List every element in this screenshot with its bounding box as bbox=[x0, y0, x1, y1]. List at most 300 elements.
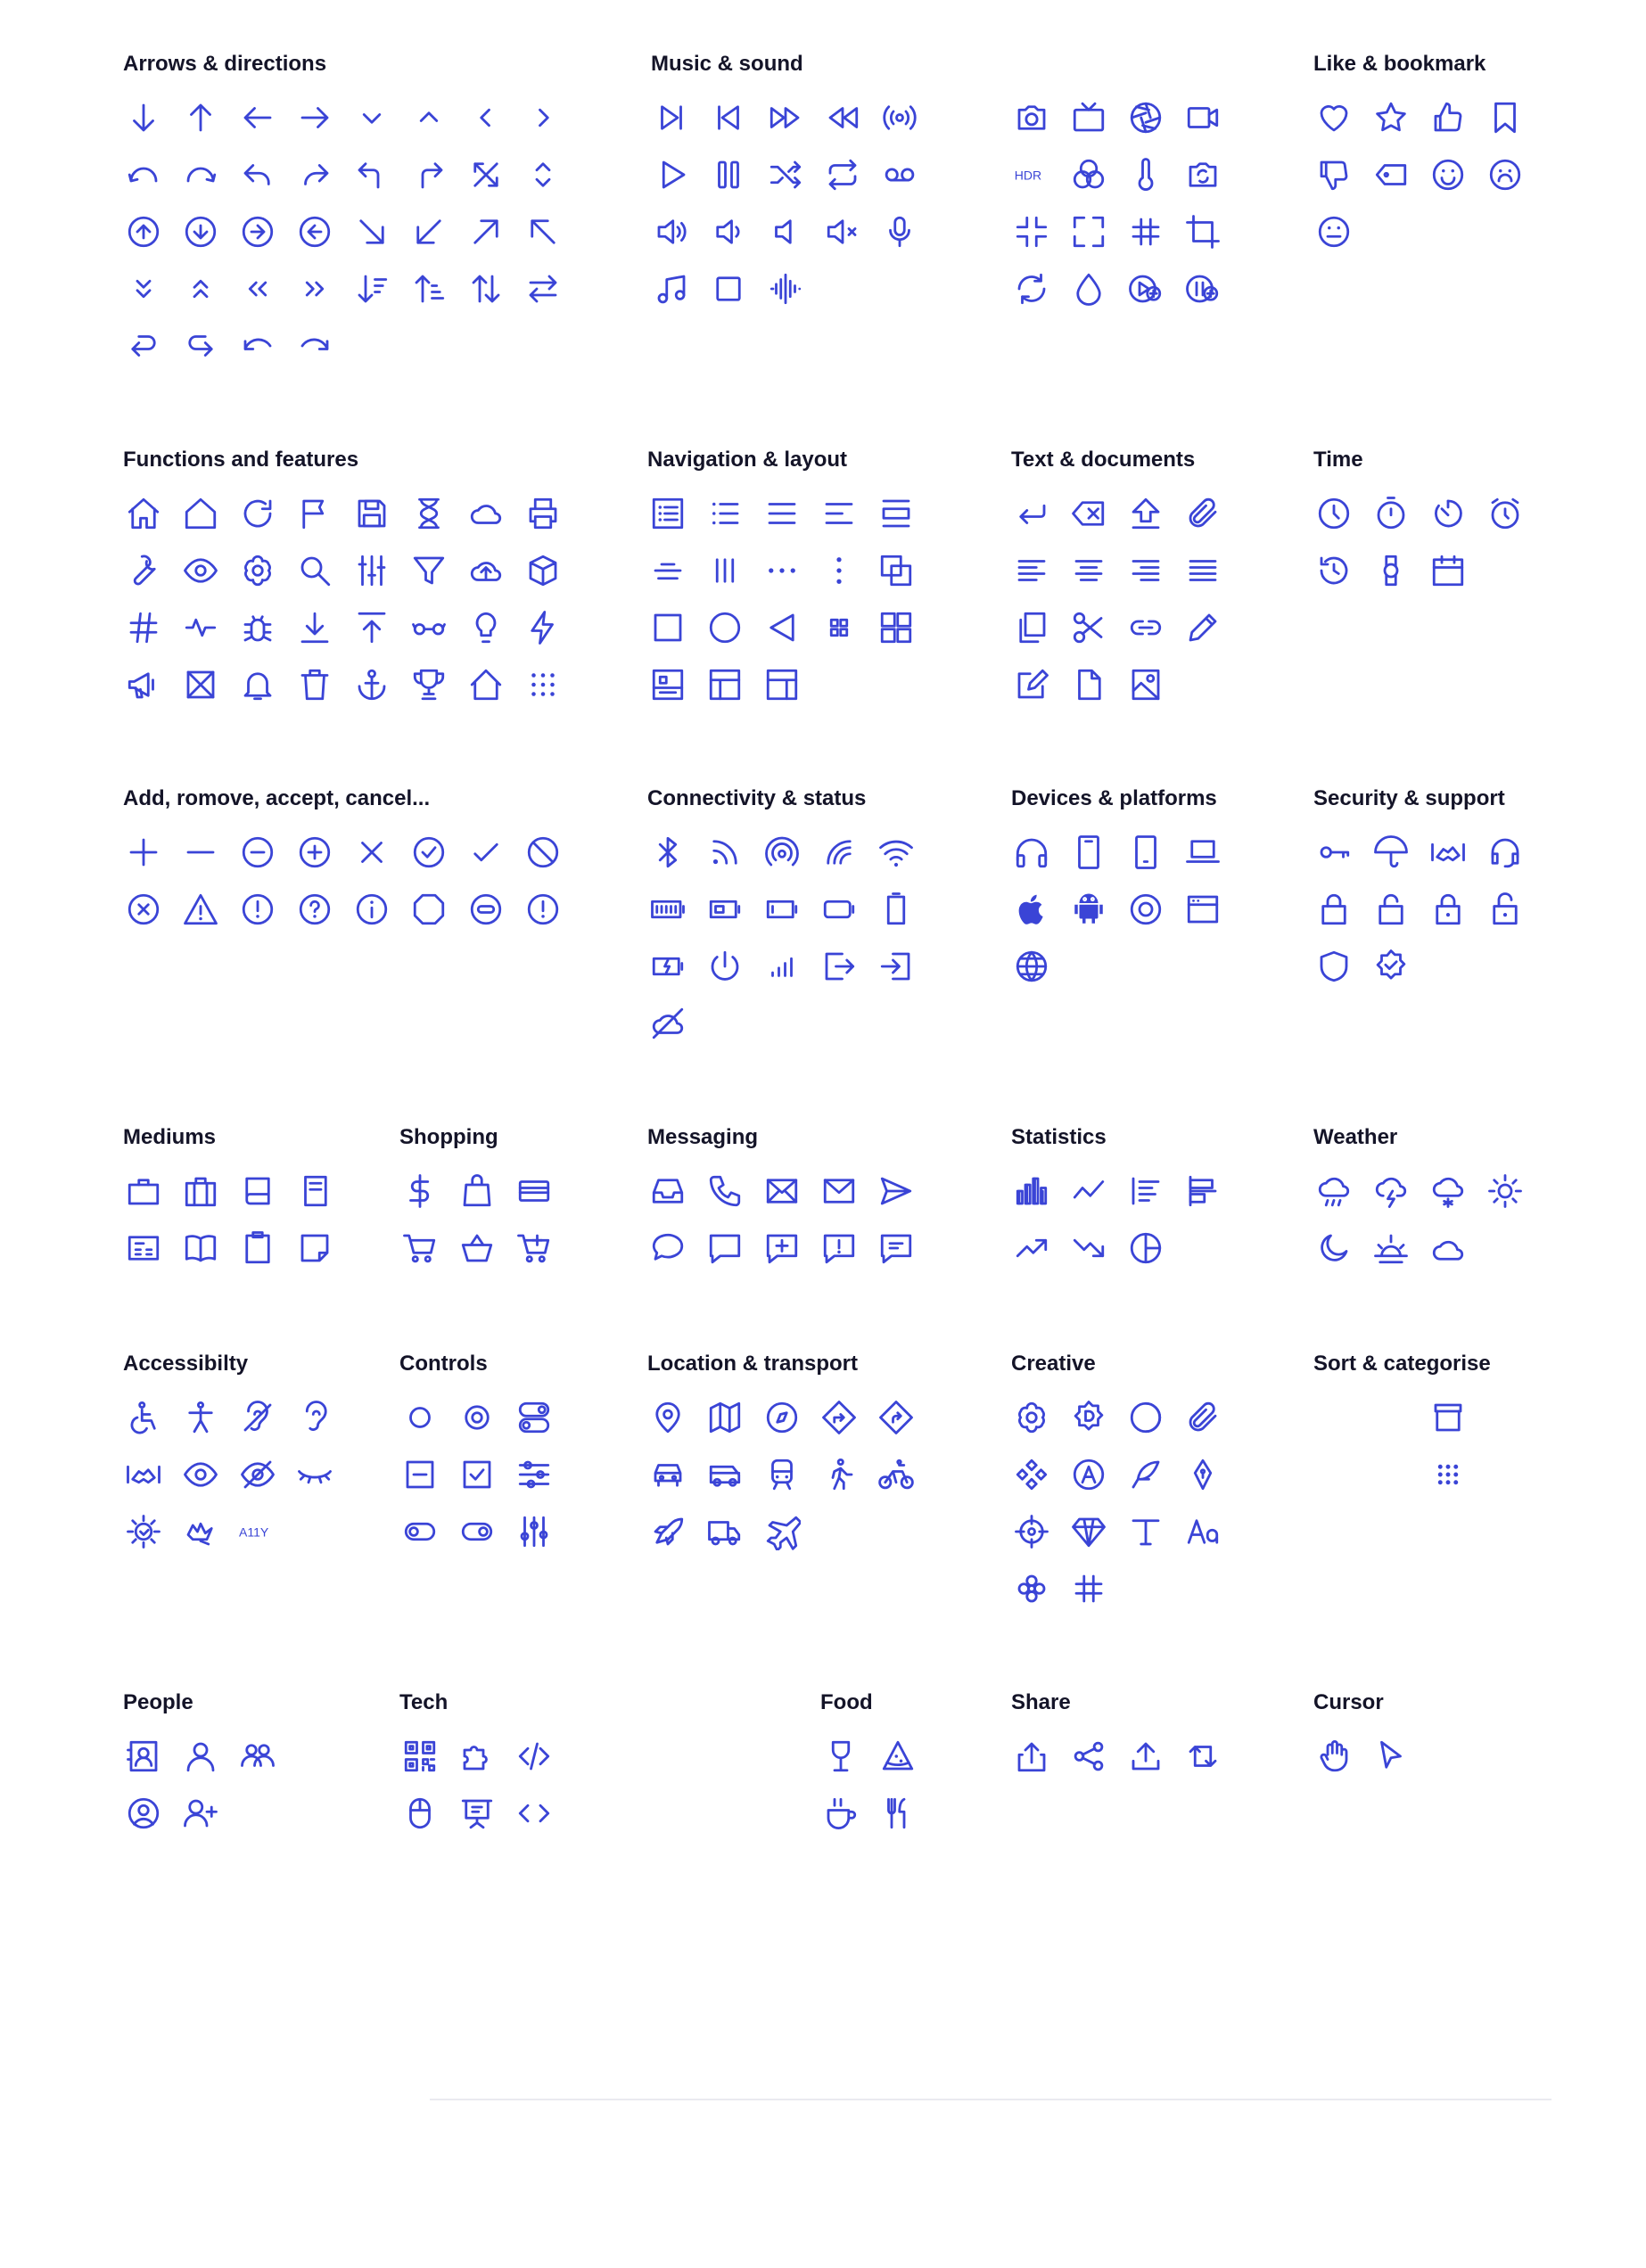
redo-curve-icon[interactable] bbox=[180, 146, 237, 203]
person-icon[interactable] bbox=[180, 1389, 237, 1446]
crosshair-icon[interactable] bbox=[1011, 1503, 1068, 1560]
pizza-slice-icon[interactable] bbox=[877, 1728, 934, 1785]
volume-mute-icon[interactable] bbox=[822, 203, 879, 260]
compass-icon[interactable] bbox=[761, 1389, 819, 1446]
dollar-icon[interactable] bbox=[399, 1163, 457, 1220]
code-angles-icon[interactable] bbox=[514, 1785, 571, 1842]
skip-forward-icon[interactable] bbox=[651, 89, 708, 146]
heart-icon[interactable] bbox=[1313, 89, 1370, 146]
save-icon[interactable] bbox=[351, 485, 408, 542]
microphone-icon[interactable] bbox=[879, 203, 936, 260]
handshake-alt-icon[interactable] bbox=[123, 1446, 180, 1503]
house-outline-icon[interactable] bbox=[465, 656, 523, 713]
rocket-icon[interactable] bbox=[647, 1503, 704, 1560]
hand-grab-icon[interactable] bbox=[1313, 1728, 1370, 1785]
voicemail-icon[interactable] bbox=[879, 146, 936, 203]
timer-icon[interactable] bbox=[1428, 485, 1485, 542]
inbox-icon[interactable] bbox=[647, 1163, 704, 1220]
delete-tag-icon[interactable] bbox=[1068, 485, 1125, 542]
eye-lashes-icon[interactable] bbox=[294, 1446, 351, 1503]
help-circle-icon[interactable] bbox=[294, 881, 351, 938]
anchor-icon[interactable] bbox=[351, 656, 408, 713]
cart-icon[interactable] bbox=[399, 1220, 457, 1277]
volume-low-icon[interactable] bbox=[765, 203, 822, 260]
columns-icon[interactable] bbox=[704, 542, 761, 599]
triangle-left-icon[interactable] bbox=[761, 599, 819, 656]
reply-icon[interactable] bbox=[237, 146, 294, 203]
power-icon[interactable] bbox=[704, 938, 761, 995]
trophy-icon[interactable] bbox=[408, 656, 465, 713]
align-right-icon[interactable] bbox=[1125, 542, 1182, 599]
puzzle-icon[interactable] bbox=[457, 1728, 514, 1785]
sort-descending-icon[interactable] bbox=[351, 260, 408, 317]
lock-dot-icon[interactable] bbox=[1428, 881, 1485, 938]
scissors-icon[interactable] bbox=[1068, 599, 1125, 656]
hdr-icon[interactable] bbox=[1011, 146, 1068, 203]
comment-add-icon[interactable] bbox=[761, 1220, 819, 1277]
train-icon[interactable] bbox=[761, 1446, 819, 1503]
wheelchair-icon[interactable] bbox=[123, 1389, 180, 1446]
cloud-simple-icon[interactable] bbox=[1428, 1220, 1485, 1277]
sign-language-icon[interactable] bbox=[180, 1503, 237, 1560]
alert-circle-alt-icon[interactable] bbox=[523, 881, 580, 938]
square-icon[interactable] bbox=[647, 599, 704, 656]
shield-icon[interactable] bbox=[1313, 938, 1370, 995]
pointer-icon[interactable] bbox=[1370, 1728, 1428, 1785]
fast-forward-icon[interactable] bbox=[765, 89, 822, 146]
cutlery-icon[interactable] bbox=[877, 1785, 934, 1842]
broadcast-icon[interactable] bbox=[879, 89, 936, 146]
diamond-shapes-icon[interactable] bbox=[1011, 1446, 1068, 1503]
dot-grid-icon[interactable] bbox=[523, 656, 580, 713]
android-logo-icon[interactable] bbox=[1068, 881, 1125, 938]
grid-small-icon[interactable] bbox=[819, 599, 876, 656]
download-icon[interactable] bbox=[294, 599, 351, 656]
filter-icon[interactable] bbox=[408, 542, 465, 599]
waveform-icon[interactable] bbox=[765, 260, 822, 317]
color-filter-icon[interactable] bbox=[1068, 146, 1125, 203]
brightness-alt-icon[interactable] bbox=[123, 1503, 180, 1560]
letter-a-circle-icon[interactable] bbox=[1068, 1446, 1125, 1503]
newspaper-icon[interactable] bbox=[123, 1220, 180, 1277]
a11y-text-icon[interactable] bbox=[237, 1503, 294, 1560]
history-icon[interactable] bbox=[1313, 542, 1370, 599]
cross-arrows-icon[interactable] bbox=[465, 146, 523, 203]
browser-window-icon[interactable] bbox=[1182, 881, 1239, 938]
sliders-vertical-icon[interactable] bbox=[351, 542, 408, 599]
clipboard-icon[interactable] bbox=[237, 1220, 294, 1277]
check-icon[interactable] bbox=[465, 824, 523, 881]
pencil-icon[interactable] bbox=[1182, 599, 1239, 656]
radio-empty-icon[interactable] bbox=[399, 1389, 457, 1446]
star-icon[interactable] bbox=[1370, 89, 1428, 146]
wifi-icon[interactable] bbox=[876, 824, 933, 881]
suitcase-icon[interactable] bbox=[180, 1163, 237, 1220]
align-left-icon[interactable] bbox=[1011, 542, 1068, 599]
thumbs-up-icon[interactable] bbox=[1428, 89, 1485, 146]
layout-sidebar-icon[interactable] bbox=[704, 656, 761, 713]
cloud-icon[interactable] bbox=[465, 485, 523, 542]
shuffle-icon[interactable] bbox=[765, 146, 822, 203]
layout-rows-icon[interactable] bbox=[876, 485, 933, 542]
cloud-snow-icon[interactable] bbox=[1428, 1163, 1485, 1220]
warning-triangle-icon[interactable] bbox=[180, 881, 237, 938]
rss-icon[interactable] bbox=[704, 824, 761, 881]
equalizer-icon[interactable] bbox=[514, 1503, 571, 1560]
frown-icon[interactable] bbox=[1485, 146, 1542, 203]
moon-icon[interactable] bbox=[1313, 1220, 1370, 1277]
copy-square-icon[interactable] bbox=[876, 542, 933, 599]
skip-back-icon[interactable] bbox=[708, 89, 765, 146]
share-up-icon[interactable] bbox=[1011, 1728, 1068, 1785]
book-open-icon[interactable] bbox=[180, 1220, 237, 1277]
book-closed-icon[interactable] bbox=[237, 1163, 294, 1220]
bar-chart-icon[interactable] bbox=[1011, 1163, 1068, 1220]
book-tall-icon[interactable] bbox=[294, 1163, 351, 1220]
home-icon[interactable] bbox=[123, 485, 180, 542]
sun-icon[interactable] bbox=[1485, 1163, 1542, 1220]
stop-icon[interactable] bbox=[708, 260, 765, 317]
bicycle-icon[interactable] bbox=[876, 1446, 933, 1503]
dots-vertical-icon[interactable] bbox=[819, 542, 876, 599]
cloud-off-icon[interactable] bbox=[647, 995, 704, 1052]
trending-up-icon[interactable] bbox=[1011, 1220, 1068, 1277]
hearing-off-icon[interactable] bbox=[237, 1389, 294, 1446]
ear-icon[interactable] bbox=[294, 1389, 351, 1446]
battery-half-icon[interactable] bbox=[704, 881, 761, 938]
arrow-up-left-icon[interactable] bbox=[523, 203, 580, 260]
retweet-icon[interactable] bbox=[1182, 1728, 1239, 1785]
comment-text-icon[interactable] bbox=[876, 1220, 933, 1277]
lock-icon[interactable] bbox=[1313, 881, 1370, 938]
upload-tray-icon[interactable] bbox=[1125, 1728, 1182, 1785]
wine-glass-icon[interactable] bbox=[820, 1728, 877, 1785]
basket-icon[interactable] bbox=[457, 1220, 514, 1277]
cloud-upload-icon[interactable] bbox=[465, 542, 523, 599]
line-chart-icon[interactable] bbox=[1068, 1163, 1125, 1220]
bluetooth-icon[interactable] bbox=[647, 824, 704, 881]
badge-d-icon[interactable] bbox=[1068, 1389, 1125, 1446]
sort-ascending-icon[interactable] bbox=[408, 260, 465, 317]
align-text-icon[interactable] bbox=[819, 485, 876, 542]
user-circle-icon[interactable] bbox=[123, 1785, 180, 1842]
briefcase-icon[interactable] bbox=[123, 1163, 180, 1220]
plus-icon[interactable] bbox=[123, 824, 180, 881]
lock-open-dot-icon[interactable] bbox=[1485, 881, 1542, 938]
switch-camera-icon[interactable] bbox=[1182, 146, 1239, 203]
laptop-icon[interactable] bbox=[1182, 824, 1239, 881]
play-circle-add-icon[interactable] bbox=[1125, 260, 1182, 317]
close-icon[interactable] bbox=[351, 824, 408, 881]
bookmark-icon[interactable] bbox=[1485, 89, 1542, 146]
align-justify-icon[interactable] bbox=[1182, 542, 1239, 599]
lightning-icon[interactable] bbox=[523, 599, 580, 656]
hourglass-icon[interactable] bbox=[408, 485, 465, 542]
eye-icon[interactable] bbox=[180, 542, 237, 599]
circle-arrow-right-icon[interactable] bbox=[237, 203, 294, 260]
minus-pill-icon[interactable] bbox=[465, 881, 523, 938]
pause-icon[interactable] bbox=[708, 146, 765, 203]
play-icon[interactable] bbox=[651, 146, 708, 203]
tag-icon[interactable] bbox=[1370, 146, 1428, 203]
minus-circle-icon[interactable] bbox=[237, 824, 294, 881]
walking-icon[interactable] bbox=[819, 1446, 876, 1503]
megaphone-icon[interactable] bbox=[123, 656, 180, 713]
chevron-left-icon[interactable] bbox=[465, 89, 523, 146]
lightbulb-icon[interactable] bbox=[465, 599, 523, 656]
list-box-icon[interactable] bbox=[647, 485, 704, 542]
font-aa-icon[interactable] bbox=[1182, 1503, 1239, 1560]
enter-icon[interactable] bbox=[1011, 485, 1068, 542]
gem-icon[interactable] bbox=[1068, 1503, 1125, 1560]
cart-add-icon[interactable] bbox=[514, 1220, 571, 1277]
truck-icon[interactable] bbox=[704, 1503, 761, 1560]
bug-icon[interactable] bbox=[237, 599, 294, 656]
alarm-icon[interactable] bbox=[1485, 485, 1542, 542]
map-pin-icon[interactable] bbox=[647, 1389, 704, 1446]
printer-icon[interactable] bbox=[523, 485, 580, 542]
block-icon[interactable] bbox=[523, 824, 580, 881]
shopping-bag-icon[interactable] bbox=[457, 1163, 514, 1220]
chevron-up-icon[interactable] bbox=[408, 89, 465, 146]
checkbox-checked-icon[interactable] bbox=[457, 1446, 514, 1503]
code-icon[interactable] bbox=[514, 1728, 571, 1785]
radio-signal-icon[interactable] bbox=[761, 824, 819, 881]
sunrise-icon[interactable] bbox=[1370, 1220, 1428, 1277]
comment-icon[interactable] bbox=[704, 1220, 761, 1277]
comment-alert-icon[interactable] bbox=[819, 1220, 876, 1277]
tv-icon[interactable] bbox=[1068, 89, 1125, 146]
users-icon[interactable] bbox=[237, 1728, 294, 1785]
music-note-icon[interactable] bbox=[651, 260, 708, 317]
toggle-off-icon[interactable] bbox=[399, 1503, 457, 1560]
headphones-icon[interactable] bbox=[1011, 824, 1068, 881]
grip-dots-icon[interactable] bbox=[1428, 1446, 1485, 1503]
thumbs-down-icon[interactable] bbox=[1313, 146, 1370, 203]
arrow-down-left-icon[interactable] bbox=[408, 203, 465, 260]
house-icon[interactable] bbox=[180, 485, 237, 542]
layout-top-icon[interactable] bbox=[761, 656, 819, 713]
contact-book-icon[interactable] bbox=[123, 1728, 180, 1785]
arrows-up-down-icon[interactable] bbox=[465, 260, 523, 317]
chevron-right-icon[interactable] bbox=[523, 89, 580, 146]
id-card-icon[interactable] bbox=[647, 656, 704, 713]
bar-chart-left-icon[interactable] bbox=[1182, 1163, 1239, 1220]
plus-circle-icon[interactable] bbox=[294, 824, 351, 881]
qr-code-icon[interactable] bbox=[399, 1728, 457, 1785]
attachment-curve-icon[interactable] bbox=[1182, 1389, 1239, 1446]
check-circle-icon[interactable] bbox=[408, 824, 465, 881]
align-center-icon[interactable] bbox=[1068, 542, 1125, 599]
arrow-left-icon[interactable] bbox=[237, 89, 294, 146]
credit-card-icon[interactable] bbox=[514, 1163, 571, 1220]
envelope-open-icon[interactable] bbox=[761, 1163, 819, 1220]
return-left-icon[interactable] bbox=[351, 146, 408, 203]
double-chevron-up-icon[interactable] bbox=[180, 260, 237, 317]
envelope-icon[interactable] bbox=[819, 1163, 876, 1220]
circle-icon[interactable] bbox=[704, 599, 761, 656]
chevron-down-icon[interactable] bbox=[351, 89, 408, 146]
sign-in-icon[interactable] bbox=[876, 938, 933, 995]
chat-bubble-icon[interactable] bbox=[647, 1220, 704, 1277]
airplane-icon[interactable] bbox=[761, 1503, 819, 1560]
maximize-icon[interactable] bbox=[1068, 203, 1125, 260]
close-circle-icon[interactable] bbox=[123, 881, 180, 938]
close-box-icon[interactable] bbox=[180, 656, 237, 713]
arrows-left-right-icon[interactable] bbox=[523, 260, 580, 317]
car-icon[interactable] bbox=[647, 1446, 704, 1503]
double-chevron-right-icon[interactable] bbox=[294, 260, 351, 317]
menu-icon[interactable] bbox=[761, 485, 819, 542]
umbrella-icon[interactable] bbox=[1370, 824, 1428, 881]
arrow-right-icon[interactable] bbox=[294, 89, 351, 146]
moon-circle-icon[interactable] bbox=[1125, 1389, 1182, 1446]
flower-icon[interactable] bbox=[1011, 1560, 1068, 1617]
flag-icon[interactable] bbox=[294, 485, 351, 542]
user-add-icon[interactable] bbox=[180, 1785, 237, 1842]
grid-hash-icon[interactable] bbox=[1125, 203, 1182, 260]
cloud-lightning-icon[interactable] bbox=[1370, 1163, 1428, 1220]
circle-arrow-down-icon[interactable] bbox=[180, 203, 237, 260]
search-icon[interactable] bbox=[294, 542, 351, 599]
link-icon[interactable] bbox=[1125, 599, 1182, 656]
chevron-up-down-icon[interactable] bbox=[523, 146, 580, 203]
mobile-icon[interactable] bbox=[1125, 824, 1182, 881]
battery-charging-icon[interactable] bbox=[647, 938, 704, 995]
bell-icon[interactable] bbox=[237, 656, 294, 713]
send-icon[interactable] bbox=[876, 1163, 933, 1220]
badge-check-icon[interactable] bbox=[1370, 938, 1428, 995]
rewind-icon[interactable] bbox=[822, 89, 879, 146]
battery-empty-icon[interactable] bbox=[819, 881, 876, 938]
cloud-rain-icon[interactable] bbox=[1313, 1163, 1370, 1220]
mouse-icon[interactable] bbox=[399, 1785, 457, 1842]
circle-arrow-left-icon[interactable] bbox=[294, 203, 351, 260]
trash-icon[interactable] bbox=[294, 656, 351, 713]
return-right-icon[interactable] bbox=[408, 146, 465, 203]
u-turn-right-icon[interactable] bbox=[180, 317, 237, 374]
duplicate-icon[interactable] bbox=[1011, 599, 1068, 656]
repeat-icon[interactable] bbox=[822, 146, 879, 203]
presentation-icon[interactable] bbox=[457, 1785, 514, 1842]
volume-high-icon[interactable] bbox=[651, 203, 708, 260]
hashtag-icon[interactable] bbox=[123, 599, 180, 656]
phone-call-icon[interactable] bbox=[704, 1163, 761, 1220]
pause-circle-add-icon[interactable] bbox=[1182, 260, 1239, 317]
user-icon[interactable] bbox=[180, 1728, 237, 1785]
route-sign-icon[interactable] bbox=[876, 1389, 933, 1446]
pie-chart-icon[interactable] bbox=[1125, 1220, 1182, 1277]
reload-icon[interactable] bbox=[237, 485, 294, 542]
toggle-group-icon[interactable] bbox=[514, 1389, 571, 1446]
stopwatch-icon[interactable] bbox=[1370, 485, 1428, 542]
apple-logo-icon[interactable] bbox=[1011, 881, 1068, 938]
neutral-face-icon[interactable] bbox=[1313, 203, 1370, 260]
arrow-down-right-icon[interactable] bbox=[351, 203, 408, 260]
smile-icon[interactable] bbox=[1428, 146, 1485, 203]
key-icon[interactable] bbox=[1313, 824, 1370, 881]
upload-box-icon[interactable] bbox=[1125, 485, 1182, 542]
image-file-icon[interactable] bbox=[1125, 656, 1182, 713]
unlock-icon[interactable] bbox=[1370, 881, 1428, 938]
share-nodes-icon[interactable] bbox=[1068, 1728, 1125, 1785]
arrow-up-right-icon[interactable] bbox=[465, 203, 523, 260]
archive-icon[interactable] bbox=[1428, 1389, 1485, 1446]
sliders-horizontal-icon[interactable] bbox=[514, 1446, 571, 1503]
map-icon[interactable] bbox=[704, 1389, 761, 1446]
wifi-quarter-icon[interactable] bbox=[819, 824, 876, 881]
aperture-icon[interactable] bbox=[1125, 89, 1182, 146]
record-icon[interactable] bbox=[1125, 881, 1182, 938]
drop-icon[interactable] bbox=[1068, 260, 1125, 317]
type-icon[interactable] bbox=[1125, 1503, 1182, 1560]
eye-open-icon[interactable] bbox=[180, 1446, 237, 1503]
thermometer-icon[interactable] bbox=[1125, 146, 1182, 203]
upload-icon[interactable] bbox=[351, 599, 408, 656]
battery-low-icon[interactable] bbox=[761, 881, 819, 938]
double-chevron-left-icon[interactable] bbox=[237, 260, 294, 317]
align-center-horizontal-icon[interactable] bbox=[647, 542, 704, 599]
info-circle-icon[interactable] bbox=[351, 881, 408, 938]
rotate-left-icon[interactable] bbox=[237, 317, 294, 374]
paperclip-icon[interactable] bbox=[1182, 485, 1239, 542]
double-chevron-down-icon[interactable] bbox=[123, 260, 180, 317]
watch-icon[interactable] bbox=[1370, 542, 1428, 599]
video-camera-icon[interactable] bbox=[1182, 89, 1239, 146]
sign-out-icon[interactable] bbox=[819, 938, 876, 995]
camera-icon[interactable] bbox=[1011, 89, 1068, 146]
direction-sign-icon[interactable] bbox=[819, 1389, 876, 1446]
hash-grid-icon[interactable] bbox=[1068, 1560, 1125, 1617]
minus-icon[interactable] bbox=[180, 824, 237, 881]
cube-icon[interactable] bbox=[523, 542, 580, 599]
rotate-right-icon[interactable] bbox=[294, 317, 351, 374]
eye-closed-icon[interactable] bbox=[237, 1446, 294, 1503]
battery-vertical-icon[interactable] bbox=[876, 881, 933, 938]
undo-curve-icon[interactable] bbox=[123, 146, 180, 203]
crop-icon[interactable] bbox=[1182, 203, 1239, 260]
checkbox-minus-icon[interactable] bbox=[399, 1446, 457, 1503]
circle-arrow-up-icon[interactable] bbox=[123, 203, 180, 260]
trending-down-icon[interactable] bbox=[1068, 1220, 1125, 1277]
sticky-note-icon[interactable] bbox=[294, 1220, 351, 1277]
refresh-icon[interactable] bbox=[1011, 260, 1068, 317]
coffee-icon[interactable] bbox=[820, 1785, 877, 1842]
phone-icon[interactable] bbox=[1068, 824, 1125, 881]
clock-icon[interactable] bbox=[1313, 485, 1370, 542]
palette-flower-icon[interactable] bbox=[1011, 1389, 1068, 1446]
feather-icon[interactable] bbox=[1125, 1446, 1182, 1503]
bus-side-icon[interactable] bbox=[704, 1446, 761, 1503]
volume-medium-icon[interactable] bbox=[708, 203, 765, 260]
radio-selected-icon[interactable] bbox=[457, 1389, 514, 1446]
globe-icon[interactable] bbox=[1011, 938, 1068, 995]
octagon-icon[interactable] bbox=[408, 881, 465, 938]
calendar-icon[interactable] bbox=[1428, 542, 1485, 599]
signal-bars-icon[interactable] bbox=[761, 938, 819, 995]
arrow-up-icon[interactable] bbox=[180, 89, 237, 146]
settings-flower-icon[interactable] bbox=[237, 542, 294, 599]
edit-icon[interactable] bbox=[1011, 656, 1068, 713]
minimize-icon[interactable] bbox=[1011, 203, 1068, 260]
activity-icon[interactable] bbox=[180, 599, 237, 656]
handshake-icon[interactable] bbox=[1428, 824, 1485, 881]
glasses-icon[interactable] bbox=[408, 599, 465, 656]
headset-icon[interactable] bbox=[1485, 824, 1542, 881]
wrench-icon[interactable] bbox=[123, 542, 180, 599]
dots-horizontal-icon[interactable] bbox=[761, 542, 819, 599]
list-bullets-icon[interactable] bbox=[704, 485, 761, 542]
